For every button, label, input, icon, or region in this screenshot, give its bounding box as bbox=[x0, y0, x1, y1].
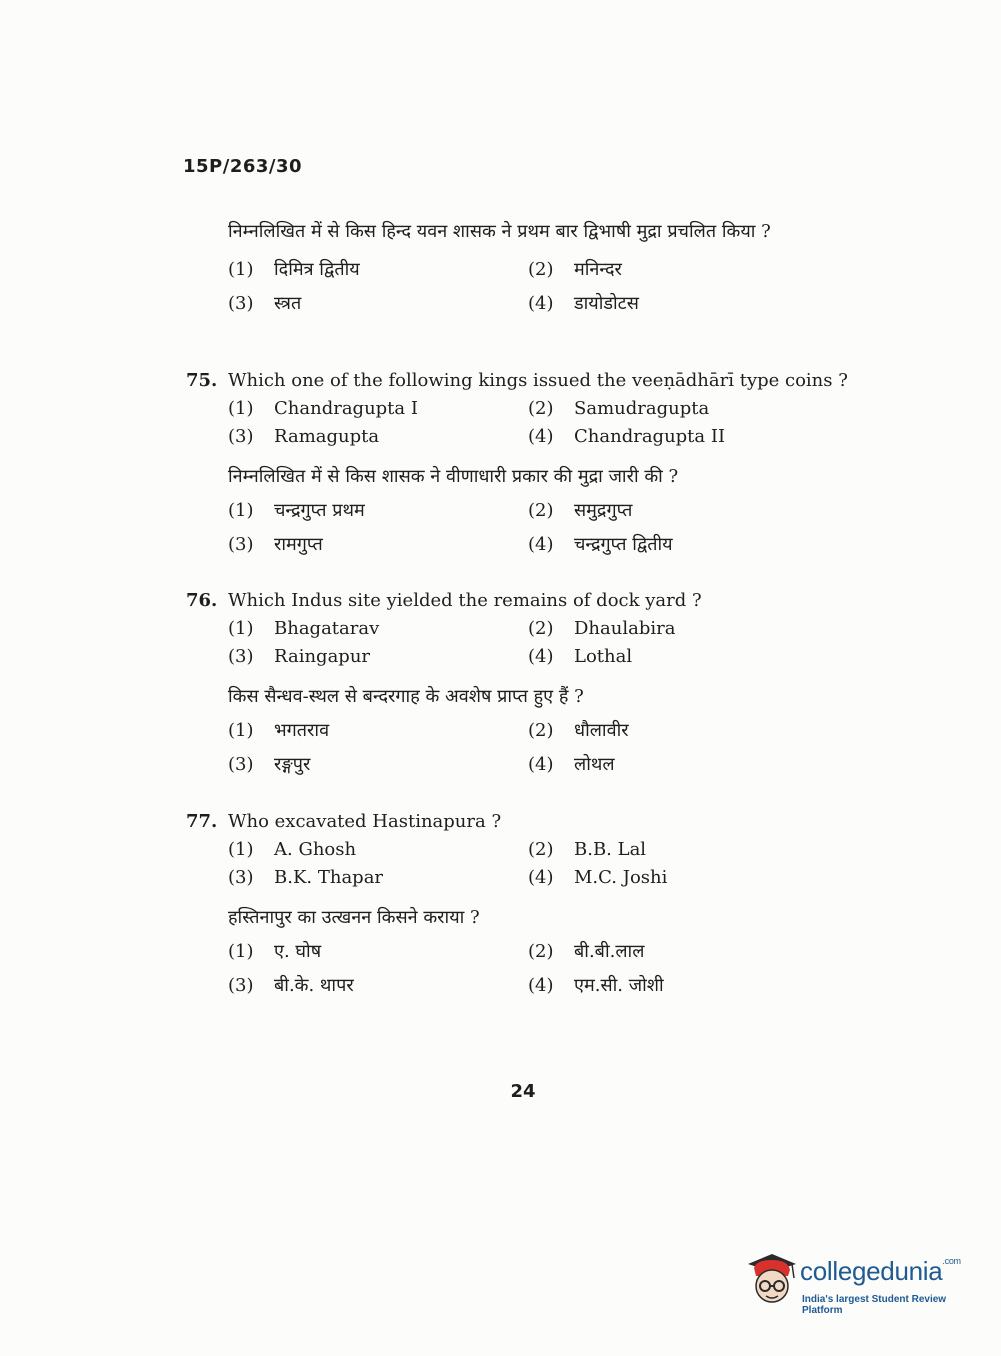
option-text: चन्द्रगुप्त द्वितीय bbox=[574, 534, 673, 555]
question-stem-hindi: निम्नलिखित में से किस शासक ने वीणाधारी प्रकार की मुद्रा जारी की ? bbox=[228, 466, 679, 487]
question-number: 75. bbox=[186, 370, 218, 391]
option-text: B.K. Thapar bbox=[274, 867, 384, 888]
option-index: (2) bbox=[528, 618, 554, 639]
option-index: (2) bbox=[528, 398, 554, 419]
option-text: लोथल bbox=[574, 754, 615, 775]
question-stem bbox=[186, 808, 868, 836]
option-text: A. Ghosh bbox=[274, 839, 357, 860]
question-stem-hindi: निम्नलिखित में से किस हिन्द यवन शासक ने प्रथम बार द्विभाषी मुद्रा प्रचलित किया ? bbox=[228, 221, 771, 242]
options-english bbox=[228, 836, 828, 892]
option-text: रङ्गपुर bbox=[274, 754, 311, 775]
option-index: (1) bbox=[228, 618, 254, 639]
option-index: (3) bbox=[228, 975, 254, 996]
logo-tagline: India's largest Student Review Platform bbox=[802, 1294, 947, 1316]
option-index: (1) bbox=[228, 500, 254, 521]
collegedunia-watermark bbox=[742, 1250, 972, 1316]
option-index: (4) bbox=[528, 646, 554, 667]
option-text: स्त्रत bbox=[274, 293, 302, 314]
option-index: (4) bbox=[528, 293, 554, 314]
option-index: (3) bbox=[228, 534, 254, 555]
options-hindi bbox=[228, 717, 828, 785]
option-text: रामगुप्त bbox=[274, 534, 323, 555]
question-stem-hindi: हस्तिनापुर का उत्खनन किसने कराया ? bbox=[228, 907, 480, 928]
option-text: ए. घोष bbox=[274, 941, 322, 962]
option-index: (1) bbox=[228, 720, 254, 741]
option-text: बी.बी.लाल bbox=[574, 941, 645, 962]
option-index: (3) bbox=[228, 867, 254, 888]
option-text: बी.के. थापर bbox=[274, 975, 354, 996]
option-index: (3) bbox=[228, 293, 254, 314]
question-74-hindi bbox=[186, 216, 868, 324]
option-text: Dhaulabira bbox=[574, 618, 676, 639]
option-text: मनिन्दर bbox=[574, 259, 622, 280]
option-text: Samudragupta bbox=[574, 398, 710, 419]
option-index: (3) bbox=[228, 426, 254, 447]
option-index: (2) bbox=[528, 259, 554, 280]
options-hindi bbox=[228, 256, 828, 324]
option-index: (1) bbox=[228, 941, 254, 962]
options-hindi bbox=[228, 497, 828, 565]
option-text: Chandragupta II bbox=[574, 426, 726, 447]
option-text: Lothal bbox=[574, 646, 633, 667]
option-text: Chandragupta I bbox=[274, 398, 418, 419]
option-text: दिमित्र द्वितीय bbox=[274, 259, 360, 280]
option-index: (4) bbox=[528, 867, 554, 888]
logo-text: collegedunia$^{.com}$ bbox=[800, 1256, 961, 1286]
question-stem-hindi: किस सैन्धव-स्थल से बन्दरगाह के अवशेष प्राप्त हुए हैं ? bbox=[228, 686, 584, 707]
question-75 bbox=[186, 367, 868, 565]
option-text: चन्द्रगुप्त प्रथम bbox=[274, 500, 365, 521]
question-number: 76. bbox=[186, 590, 218, 611]
option-text: धौलावीर bbox=[574, 720, 629, 741]
option-index: (3) bbox=[228, 754, 254, 775]
option-text: भगतराव bbox=[274, 720, 330, 741]
question-76 bbox=[186, 587, 868, 785]
option-text: Ramagupta bbox=[274, 426, 380, 447]
option-index: (1) bbox=[228, 839, 254, 860]
option-text: एम.सी. जोशी bbox=[574, 975, 664, 996]
option-text: डायोडोटस bbox=[574, 293, 639, 314]
options-hindi bbox=[228, 938, 828, 1006]
paper-code: 15P/263/30 bbox=[183, 156, 303, 177]
question-text: Who excavated Hastinapura ? bbox=[228, 811, 502, 832]
mascot-icon bbox=[742, 1250, 800, 1312]
question-77 bbox=[186, 808, 868, 1006]
option-index: (4) bbox=[528, 975, 554, 996]
option-index: (1) bbox=[228, 259, 254, 280]
page-number: 24 bbox=[510, 1081, 536, 1102]
option-text: M.C. Joshi bbox=[574, 867, 668, 888]
option-index: (2) bbox=[528, 500, 554, 521]
option-index: (4) bbox=[528, 426, 554, 447]
option-text: Raingapur bbox=[274, 646, 371, 667]
question-text: Which one of the following kings issued the veeṇādhārī type coins ? bbox=[228, 370, 848, 391]
option-index: (4) bbox=[528, 754, 554, 775]
option-index: (2) bbox=[528, 839, 554, 860]
option-index: (2) bbox=[528, 941, 554, 962]
question-stem bbox=[186, 367, 868, 395]
question-text: Which Indus site yielded the remains of dock yard ? bbox=[228, 590, 702, 611]
option-index: (2) bbox=[528, 720, 554, 741]
question-number: 77. bbox=[186, 811, 218, 832]
question-stem bbox=[186, 587, 868, 615]
option-text: Bhagatarav bbox=[274, 618, 380, 639]
option-text: B.B. Lal bbox=[574, 839, 647, 860]
options-english bbox=[228, 615, 828, 671]
option-index: (3) bbox=[228, 646, 254, 667]
option-index: (1) bbox=[228, 398, 254, 419]
option-index: (4) bbox=[528, 534, 554, 555]
options-english bbox=[228, 395, 828, 451]
option-text: समुद्रगुप्त bbox=[574, 500, 633, 521]
